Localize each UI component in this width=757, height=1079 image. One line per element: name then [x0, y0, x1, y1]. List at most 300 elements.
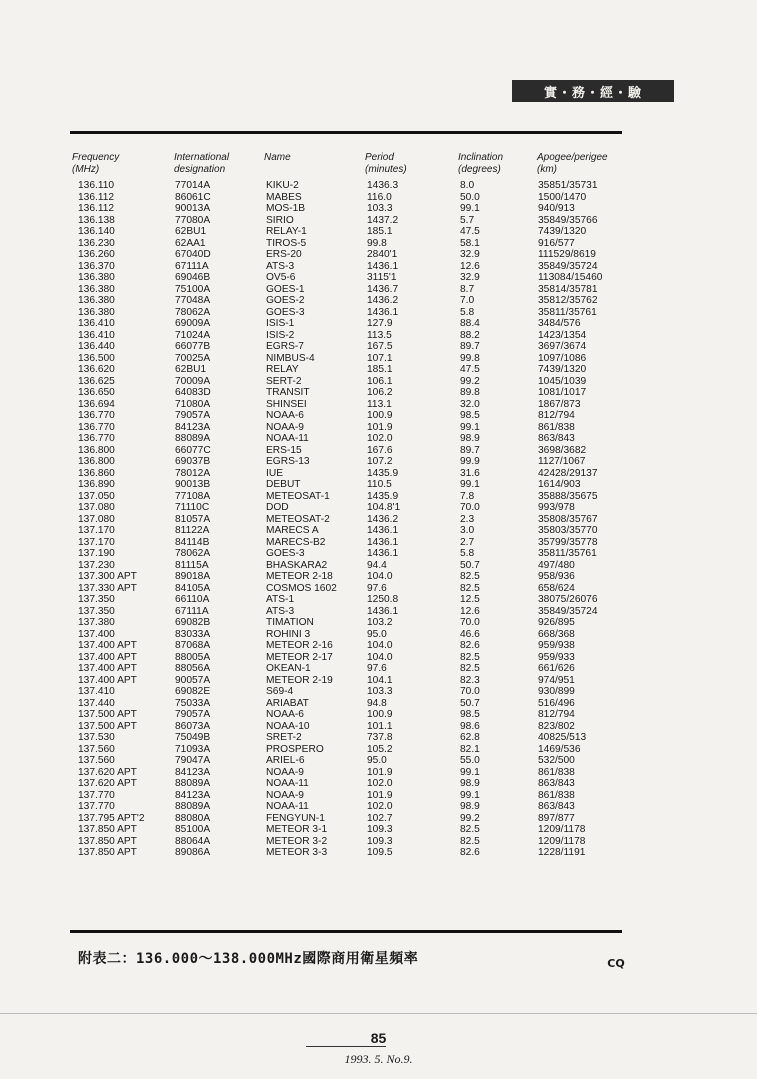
table-row — [0, 686, 757, 698]
cell-designation: 89086A — [175, 847, 211, 858]
cell-frequency: 137.400 APT — [78, 663, 137, 674]
cell-designation: 83033A — [175, 628, 211, 640]
table-row — [0, 813, 757, 825]
cell-designation: 69082B — [175, 617, 211, 628]
table-row — [0, 594, 757, 606]
cell-inclination: 2.7 — [460, 536, 475, 548]
cell-frequency: 136.770 — [78, 433, 115, 444]
cell-name: RELAY-1 — [266, 226, 307, 237]
cell-frequency: 137.400 APT — [78, 651, 137, 663]
cell-period: 113.1 — [367, 398, 392, 410]
table-top-rule — [70, 131, 622, 134]
cell-frequency: 136.110 — [78, 180, 115, 191]
cell-apogee-perigee: 1867/873 — [538, 398, 581, 410]
cell-frequency: 137.330 APT — [78, 582, 137, 594]
cell-frequency: 136.410 — [78, 329, 115, 341]
table-row — [0, 180, 757, 192]
cell-apogee-perigee: 959/933 — [538, 651, 575, 663]
table-row — [0, 801, 757, 813]
cell-name: ERS-20 — [266, 249, 302, 260]
cell-inclination: 88.2 — [460, 329, 480, 341]
cell-name: ATS-3 — [266, 260, 295, 272]
cell-name: EGRS-13 — [266, 456, 310, 467]
cell-frequency: 136.230 — [78, 237, 115, 249]
cell-frequency: 136.890 — [78, 479, 115, 490]
cell-name: METEOSAT-2 — [266, 513, 330, 525]
cell-designation: 62AA1 — [175, 237, 206, 249]
cell-frequency: 136.140 — [78, 226, 115, 237]
cell-period: 107.1 — [367, 352, 393, 364]
cell-frequency: 136.112 — [78, 191, 115, 203]
cell-inclination: 82.5 — [460, 651, 480, 663]
cell-name: NOAA-11 — [266, 433, 309, 444]
cell-name: NOAA-9 — [266, 789, 304, 801]
page-number-rule — [306, 1046, 386, 1047]
table-row — [0, 226, 757, 238]
table-row — [0, 399, 757, 411]
cell-inclination: 8.0 — [460, 180, 475, 191]
cell-period: 103.3 — [367, 203, 393, 214]
cell-designation: 89018A — [175, 571, 211, 582]
cell-inclination: 89.7 — [460, 444, 480, 456]
cell-name: TIROS-5 — [266, 237, 307, 249]
cell-name: OKEAN-1 — [266, 663, 311, 674]
cell-period: 737.8 — [367, 732, 393, 743]
cell-frequency: 137.620 APT — [78, 778, 137, 789]
table-row — [0, 732, 757, 744]
cell-inclination: 70.0 — [460, 502, 480, 513]
cell-frequency: 137.400 APT — [78, 640, 137, 651]
cell-name: SIRIO — [266, 214, 294, 226]
cell-period: 94.4 — [367, 559, 387, 571]
column-header-apogee-perigee: Apogee/perigee (km) — [537, 152, 608, 175]
cell-apogee-perigee: 40825/513 — [538, 732, 587, 743]
cell-name: COSMOS 1602 — [266, 582, 337, 594]
cell-apogee-perigee: 812/794 — [538, 410, 575, 421]
cell-period: 102.7 — [367, 812, 393, 824]
cell-frequency: 137.850 APT — [78, 824, 137, 835]
cell-period: 104.8'1 — [367, 502, 401, 513]
cell-period: 1436.1 — [367, 260, 399, 272]
cell-inclination: 3.0 — [460, 525, 475, 536]
cell-name: IUE — [266, 467, 283, 479]
cell-apogee-perigee: 993/978 — [538, 502, 575, 513]
cell-apogee-perigee: 863/843 — [538, 433, 575, 444]
cell-designation: 62BU1 — [175, 364, 207, 375]
cell-designation: 78012A — [175, 467, 211, 479]
cell-designation: 84123A — [175, 766, 211, 778]
cell-frequency: 137.080 — [78, 513, 115, 525]
cell-inclination: 82.5 — [460, 582, 480, 594]
cell-apogee-perigee: 7439/1320 — [538, 226, 587, 237]
cell-period: 116.0 — [367, 191, 392, 203]
cell-designation: 79057A — [175, 709, 211, 720]
table-row — [0, 560, 757, 572]
table-row — [0, 318, 757, 330]
cell-name: GOES-1 — [266, 283, 305, 295]
cell-designation: 77014A — [175, 180, 211, 191]
cell-designation: 70025A — [175, 352, 211, 364]
table-row — [0, 629, 757, 641]
table-row — [0, 525, 757, 537]
cell-inclination: 70.0 — [460, 686, 480, 697]
cell-period: 1436.7 — [367, 283, 399, 295]
cell-designation: 81115A — [175, 559, 209, 571]
cell-designation: 67040D — [175, 249, 211, 260]
cell-frequency: 137.300 APT — [78, 571, 137, 582]
cell-frequency: 136.770 — [78, 421, 115, 433]
table-caption: 附表二：136.000～138.000MHz國際商用衛星頻率 — [78, 951, 419, 967]
cell-designation: 69082E — [175, 686, 211, 697]
cell-inclination: 99.1 — [460, 203, 480, 214]
cell-frequency: 136.500 — [78, 352, 115, 364]
cell-name: METEOR 2-19 — [266, 674, 333, 686]
table-row — [0, 652, 757, 664]
cell-designation: 77108A — [175, 490, 211, 502]
table-row — [0, 203, 757, 215]
cell-designation: 75100A — [175, 283, 211, 295]
cell-period: 102.0 — [367, 433, 393, 444]
table-row — [0, 330, 757, 342]
cell-apogee-perigee: 35851/35731 — [538, 180, 598, 191]
cell-frequency: 137.170 — [78, 525, 115, 536]
table-bottom-rule — [70, 930, 622, 933]
cell-inclination: 31.6 — [460, 467, 480, 479]
cell-frequency: 137.770 — [78, 789, 115, 801]
cell-apogee-perigee: 497/480 — [538, 559, 575, 571]
cell-name: METEOSAT-1 — [266, 490, 330, 502]
cell-period: 106.2 — [367, 387, 393, 398]
table-row — [0, 514, 757, 526]
cell-apogee-perigee: 823/802 — [538, 720, 575, 732]
cell-name: ERS-15 — [266, 444, 302, 456]
cell-frequency: 137.080 — [78, 502, 115, 513]
cell-inclination: 5.7 — [460, 214, 475, 226]
cell-period: 1436.1 — [367, 306, 399, 318]
table-row — [0, 307, 757, 319]
cell-inclination: 99.9 — [460, 456, 480, 467]
cell-designation: 71080A — [175, 398, 211, 410]
cell-inclination: 58.1 — [460, 237, 480, 249]
cell-period: 167.5 — [367, 341, 393, 352]
cell-frequency: 137.500 APT — [78, 720, 137, 732]
cell-designation: 84105A — [175, 582, 211, 594]
cell-period: 185.1 — [367, 364, 393, 375]
cell-designation: 87068A — [175, 640, 211, 651]
cell-inclination: 82.5 — [460, 663, 480, 674]
cell-period: 104.0 — [367, 651, 393, 663]
cell-frequency: 136.260 — [78, 249, 115, 260]
cell-period: 102.0 — [367, 801, 393, 812]
cell-apogee-perigee: 532/500 — [538, 755, 575, 766]
cell-apogee-perigee: 861/838 — [538, 421, 575, 433]
cell-apogee-perigee: 3697/3674 — [538, 341, 587, 352]
table-row — [0, 284, 757, 296]
cell-inclination: 98.9 — [460, 801, 480, 812]
cell-inclination: 98.6 — [460, 720, 480, 732]
cell-inclination: 50.7 — [460, 697, 480, 709]
cell-period: 102.0 — [367, 778, 393, 789]
cell-frequency: 137.050 — [78, 490, 115, 502]
cell-name: GOES-3 — [266, 306, 305, 318]
cell-frequency: 137.795 APT'2 — [78, 812, 145, 824]
cell-frequency: 136.380 — [78, 295, 115, 306]
cell-name: SERT-2 — [266, 375, 302, 387]
cell-apogee-perigee: 897/877 — [538, 812, 575, 824]
cell-inclination: 32.9 — [460, 272, 480, 283]
cell-name: RELAY — [266, 364, 299, 375]
cell-name: DOD — [266, 502, 289, 513]
cell-period: 1436.1 — [367, 536, 399, 548]
cell-frequency: 136.112 — [78, 203, 115, 214]
cell-period: 94.8 — [367, 697, 387, 709]
cell-name: MABES — [266, 191, 302, 203]
cell-inclination: 82.6 — [460, 640, 480, 651]
cell-inclination: 89.7 — [460, 341, 480, 352]
cell-apogee-perigee: 668/368 — [538, 628, 575, 640]
cell-frequency: 136.380 — [78, 272, 115, 283]
cell-period: 3115'1 — [367, 272, 397, 283]
cell-frequency: 137.410 — [78, 686, 115, 697]
table-row — [0, 502, 757, 514]
cell-frequency: 136.370 — [78, 260, 115, 272]
table-row — [0, 376, 757, 388]
cell-inclination: 55.0 — [460, 755, 480, 766]
cell-name: MARECS-B2 — [266, 536, 326, 548]
cell-frequency: 137.400 APT — [78, 674, 137, 686]
cell-apogee-perigee: 1614/903 — [538, 479, 581, 490]
cell-period: 1435.9 — [367, 490, 399, 502]
cell-designation: 79047A — [175, 755, 211, 766]
cell-frequency: 137.770 — [78, 801, 115, 812]
cell-period: 109.5 — [367, 847, 393, 858]
cell-inclination: 99.2 — [460, 812, 480, 824]
cell-period: 105.2 — [367, 743, 393, 755]
cell-frequency: 136.770 — [78, 410, 115, 421]
cell-period: 103.3 — [367, 686, 393, 697]
cell-name: NOAA-6 — [266, 709, 304, 720]
page-number: 85 — [370, 1030, 387, 1046]
cell-apogee-perigee: 35812/35762 — [538, 295, 598, 306]
cell-designation: 62BU1 — [175, 226, 207, 237]
cell-designation: 66110A — [175, 594, 210, 605]
cell-inclination: 99.1 — [460, 479, 480, 490]
cell-frequency: 137.440 — [78, 697, 115, 709]
cell-designation: 67111A — [175, 605, 209, 617]
cell-inclination: 32.0 — [460, 398, 480, 410]
table-row — [0, 571, 757, 583]
cell-apogee-perigee: 35849/35724 — [538, 605, 598, 617]
table-row — [0, 456, 757, 468]
cell-name: NOAA-11 — [266, 778, 309, 789]
cell-frequency: 136.380 — [78, 283, 115, 295]
cell-frequency: 137.350 — [78, 605, 115, 617]
cell-apogee-perigee: 35799/35778 — [538, 536, 598, 548]
cell-designation: 86073A — [175, 720, 211, 732]
cell-apogee-perigee: 1423/1354 — [538, 329, 587, 341]
cell-apogee-perigee: 38075/26076 — [538, 594, 598, 605]
cell-frequency: 137.230 — [78, 559, 115, 571]
cell-apogee-perigee: 3698/3682 — [538, 444, 587, 456]
cell-name: BHASKARA2 — [266, 559, 328, 571]
cell-name: SHINSEI — [266, 398, 307, 410]
cell-period: 101.1 — [367, 720, 393, 732]
cell-designation: 90057A — [175, 674, 211, 686]
cell-inclination: 99.1 — [460, 789, 480, 801]
table-row — [0, 767, 757, 779]
cell-designation: 88064A — [175, 835, 211, 847]
cell-period: 1436.2 — [367, 513, 399, 525]
cell-frequency: 136.800 — [78, 444, 115, 456]
table-row — [0, 709, 757, 721]
cell-designation: 81057A — [175, 513, 211, 525]
cell-period: 101.9 — [367, 789, 393, 801]
cell-inclination: 82.6 — [460, 847, 480, 858]
cell-designation: 64083D — [175, 387, 211, 398]
cell-name: PROSPERO — [266, 743, 324, 755]
cell-name: METEOR 2-17 — [266, 651, 333, 663]
cell-period: 167.6 — [367, 444, 393, 456]
cell-frequency: 137.350 — [78, 594, 115, 605]
table-row — [0, 422, 757, 434]
cell-period: 100.9 — [367, 709, 393, 720]
cell-period: 1436.2 — [367, 295, 399, 306]
cell-frequency: 136.380 — [78, 306, 115, 318]
cell-apogee-perigee: 1045/1039 — [538, 375, 587, 387]
table-row — [0, 249, 757, 261]
cell-period: 101.9 — [367, 766, 393, 778]
table-row — [0, 721, 757, 733]
cell-period: 104.0 — [367, 640, 393, 651]
cell-designation: 75049B — [175, 732, 211, 743]
cell-designation: 84123A — [175, 789, 211, 801]
cell-inclination: 5.8 — [460, 306, 475, 318]
table-row — [0, 640, 757, 652]
cell-designation: 69046B — [175, 272, 211, 283]
cell-name: ARIABAT — [266, 697, 309, 709]
cell-designation: 81122A — [175, 525, 210, 536]
column-header-frequency: Frequency (MHz) — [72, 152, 120, 175]
cell-name: SRET-2 — [266, 732, 302, 743]
cell-designation: 79057A — [175, 410, 211, 421]
table-row — [0, 836, 757, 848]
table-row — [0, 479, 757, 491]
cell-name: METEOR 3-2 — [266, 835, 328, 847]
cell-inclination: 98.5 — [460, 410, 480, 421]
cell-name: ISIS-1 — [266, 318, 295, 329]
cell-inclination: 50.0 — [460, 191, 480, 203]
cell-inclination: 46.6 — [460, 628, 480, 640]
cell-apogee-perigee: 1228/1191 — [538, 847, 586, 858]
cell-frequency: 136.625 — [78, 375, 115, 387]
cell-name: METEOR 2-16 — [266, 640, 333, 651]
cell-designation: 85100A — [175, 824, 211, 835]
cell-period: 99.8 — [367, 237, 387, 249]
cell-apogee-perigee: 916/577 — [538, 237, 575, 249]
cell-period: 113.5 — [367, 329, 392, 341]
cell-apogee-perigee: 35849/35766 — [538, 214, 598, 226]
cell-designation: 69037B — [175, 456, 211, 467]
cell-apogee-perigee: 1469/536 — [538, 743, 581, 755]
cell-designation: 90013B — [175, 479, 211, 490]
cell-apogee-perigee: 111529/8619 — [538, 249, 596, 260]
cell-name: FENGYUN-1 — [266, 812, 325, 824]
table-row — [0, 675, 757, 687]
cell-inclination: 70.0 — [460, 617, 480, 628]
cell-designation: 90013A — [175, 203, 211, 214]
cell-name: TIMATION — [266, 617, 314, 628]
cell-designation: 67111A — [175, 260, 209, 272]
table-row — [0, 445, 757, 457]
cell-inclination: 82.5 — [460, 835, 480, 847]
cell-inclination: 98.9 — [460, 778, 480, 789]
table-row — [0, 238, 757, 250]
cell-designation: 66077B — [175, 341, 211, 352]
cell-apogee-perigee: 863/843 — [538, 801, 575, 812]
table-row — [0, 537, 757, 549]
cell-name: ATS-1 — [266, 594, 295, 605]
cell-apogee-perigee: 1209/1178 — [538, 824, 586, 835]
column-header-period: Period (minutes) — [365, 152, 407, 175]
cell-period: 104.1 — [367, 674, 393, 686]
cell-apogee-perigee: 35803/35770 — [538, 525, 598, 536]
cell-name: GOES-2 — [266, 295, 305, 306]
cell-inclination: 99.1 — [460, 766, 480, 778]
cell-period: 100.9 — [367, 410, 393, 421]
table-row — [0, 341, 757, 353]
cell-period: 97.6 — [367, 663, 387, 674]
cell-apogee-perigee: 35811/35761 — [538, 548, 597, 559]
cell-period: 1436.1 — [367, 525, 399, 536]
cell-apogee-perigee: 35849/35724 — [538, 260, 598, 272]
cell-period: 104.0 — [367, 571, 393, 582]
table-row — [0, 617, 757, 629]
cell-frequency: 137.850 APT — [78, 847, 137, 858]
cell-apogee-perigee: 35811/35761 — [538, 306, 597, 318]
cell-frequency: 136.694 — [78, 398, 115, 410]
cell-frequency: 136.860 — [78, 467, 115, 479]
cell-period: 101.9 — [367, 421, 393, 433]
cell-inclination: 82.5 — [460, 571, 480, 582]
table-row — [0, 583, 757, 595]
section-header: 實・務・經・驗 — [512, 80, 674, 102]
cell-inclination: 98.5 — [460, 709, 480, 720]
cell-apogee-perigee: 1500/1470 — [538, 191, 587, 203]
cell-apogee-perigee: 42428/29137 — [538, 467, 598, 479]
cell-period: 185.1 — [367, 226, 393, 237]
cell-inclination: 98.9 — [460, 433, 480, 444]
cell-frequency: 136.138 — [78, 214, 115, 226]
cell-designation: 88089A — [175, 778, 211, 789]
cell-inclination: 62.8 — [460, 732, 480, 743]
cell-inclination: 12.6 — [460, 260, 480, 272]
cell-frequency: 137.620 APT — [78, 766, 137, 778]
table-row — [0, 468, 757, 480]
cell-apogee-perigee: 940/913 — [538, 203, 575, 214]
cell-period: 97.6 — [367, 582, 387, 594]
cell-name: ATS-3 — [266, 605, 295, 617]
table-row — [0, 295, 757, 307]
cell-name: DEBUT — [266, 479, 301, 490]
cell-designation: 71110C — [175, 502, 210, 513]
table-row — [0, 353, 757, 365]
cell-period: 107.2 — [367, 456, 393, 467]
cell-designation: 75033A — [175, 697, 211, 709]
cell-frequency: 136.650 — [78, 387, 115, 398]
table-row — [0, 606, 757, 618]
cell-name: NOAA-9 — [266, 766, 304, 778]
cell-period: 1436.1 — [367, 548, 399, 559]
